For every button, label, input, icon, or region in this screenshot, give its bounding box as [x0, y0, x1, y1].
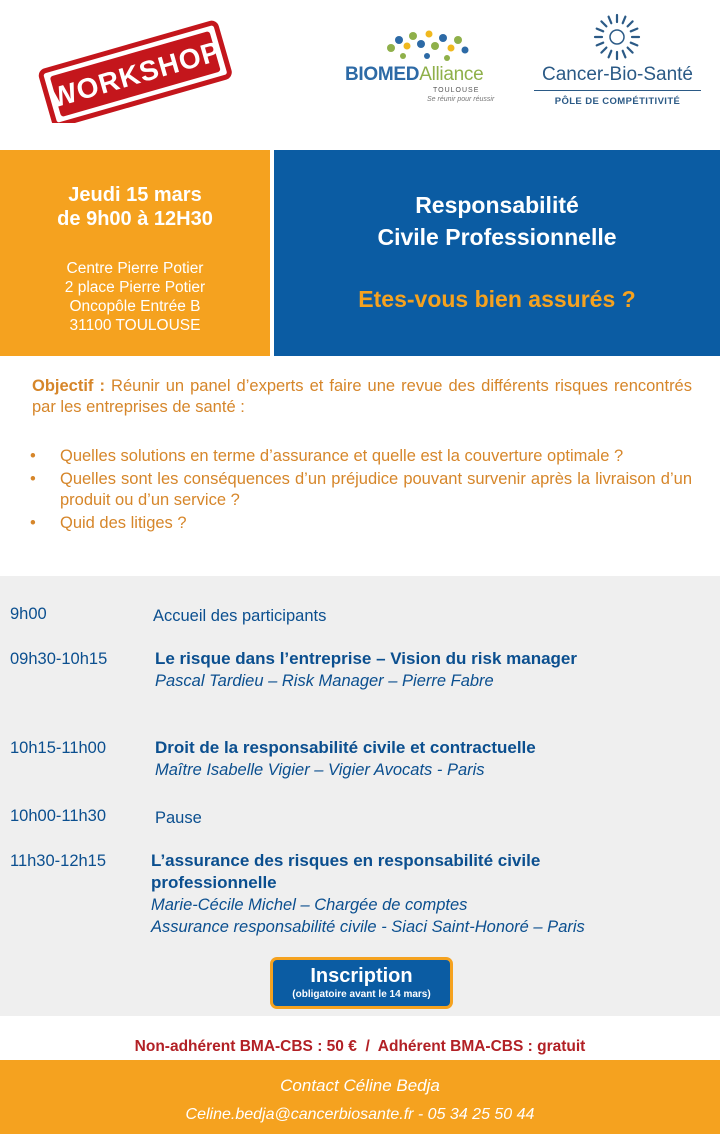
program-title: Pause — [155, 809, 202, 827]
program-title: Accueil des participants — [153, 607, 327, 625]
objective-bullets — [30, 446, 692, 536]
program-speaker: Pascal Tardieu – Risk Manager – Pierre Fabre — [155, 672, 494, 690]
program-title: L’assurance des risques en responsabilité civile — [151, 851, 541, 870]
bullet-icon: • — [30, 514, 36, 532]
cbs-divider — [534, 90, 701, 91]
address-line: Oncopôle Entrée B — [69, 298, 201, 315]
program-title: professionnelle — [151, 873, 277, 892]
cbs-subtitle: PÔLE DE COMPÉTITIVITÉ — [554, 96, 681, 107]
program-title: Le risque dans l’entreprise – Vision du risk manager — [155, 649, 578, 668]
program-item — [155, 737, 536, 781]
program-item — [151, 850, 585, 938]
program-time: 9h00 — [10, 605, 47, 623]
program-section — [0, 576, 720, 1016]
biomed-alliance-logo — [345, 26, 505, 116]
workshop-stamp-text: WORKSHOP — [46, 35, 225, 114]
address-line: 31100 TOULOUSE — [69, 317, 201, 334]
bma-dots-icon — [383, 26, 473, 66]
inscription-label: Inscription — [310, 965, 413, 987]
event-title-line1: Responsabilité — [415, 192, 579, 218]
pricing-text: Non-adhérent BMA-CBS : 50 € / Adhérent BMA-CBS : gratuit — [134, 1038, 586, 1055]
program-time: 10h15-11h00 — [10, 739, 107, 757]
objective-text: Réunir un panel d’experts et faire une revue des différents risques rencontrés par les entreprises de santé : — [32, 377, 692, 416]
program-speaker: Maître Isabelle Vigier – Vigier Avocats - Paris — [155, 761, 485, 779]
bullet-item: • Quelles sont les conséquences d’un préjudice pouvant survenir après la livraison d’un produit ou d’un service ? — [30, 470, 692, 509]
event-date: Jeudi 15 mars — [68, 184, 202, 206]
program-item — [155, 807, 202, 829]
program-item — [153, 605, 326, 627]
program-speaker: Marie-Cécile Michel – Chargée de comptes — [151, 896, 468, 914]
event-subtitle: Etes-vous bien assurés ? — [358, 286, 636, 312]
title-band — [0, 150, 720, 360]
bullet-item: • Quelles solutions en terme d’assurance et quelle est la couverture optimale ? — [30, 447, 624, 465]
event-title-box — [274, 150, 720, 356]
program-title: Droit de la responsabilité civile et contractuelle — [155, 738, 536, 757]
event-time: de 9h00 à 12H30 — [57, 208, 213, 230]
program-time: 09h30-10h15 — [10, 650, 108, 668]
objective-paragraph — [32, 376, 692, 418]
bullet-icon: • — [30, 447, 36, 465]
contact-name: Contact Céline Bedja — [280, 1076, 440, 1095]
cbs-sunburst-icon — [592, 12, 642, 62]
footer — [0, 1060, 720, 1134]
cbs-name: Cancer-Bio-Santé — [541, 64, 694, 85]
cancer-bio-sante-logo — [530, 10, 705, 115]
contact-email[interactable]: Celine.bedja@cancerbiosante.fr - 05 34 25 50 44 — [185, 1106, 535, 1123]
event-info-box — [0, 150, 270, 356]
bullet-item: • Quid des litiges ? — [30, 514, 187, 532]
bma-city: TOULOUSE — [433, 87, 480, 94]
inscription-note: (obligatoire avant le 14 mars) — [292, 989, 431, 1000]
program-time: 11h30-12h15 — [10, 852, 107, 870]
bma-name: BIOMEDAlliance — [345, 64, 484, 85]
program-time: 10h00-11h30 — [10, 807, 107, 825]
workshop-stamp — [30, 18, 240, 123]
objective-label: Objectif : — [32, 377, 105, 395]
inscription-button[interactable] — [270, 957, 453, 1009]
bma-tagline: Se réunir pour réussir — [427, 96, 495, 103]
event-title-line2: Civile Professionnelle — [377, 224, 617, 250]
address-line: 2 place Pierre Potier — [64, 279, 206, 296]
header — [0, 0, 720, 150]
bullet-icon: • — [30, 470, 36, 488]
program-item — [155, 648, 577, 692]
address-line: Centre Pierre Potier — [66, 260, 204, 277]
program-speaker: Assurance responsabilité civile - Siaci Saint-Honoré – Paris — [151, 918, 585, 936]
